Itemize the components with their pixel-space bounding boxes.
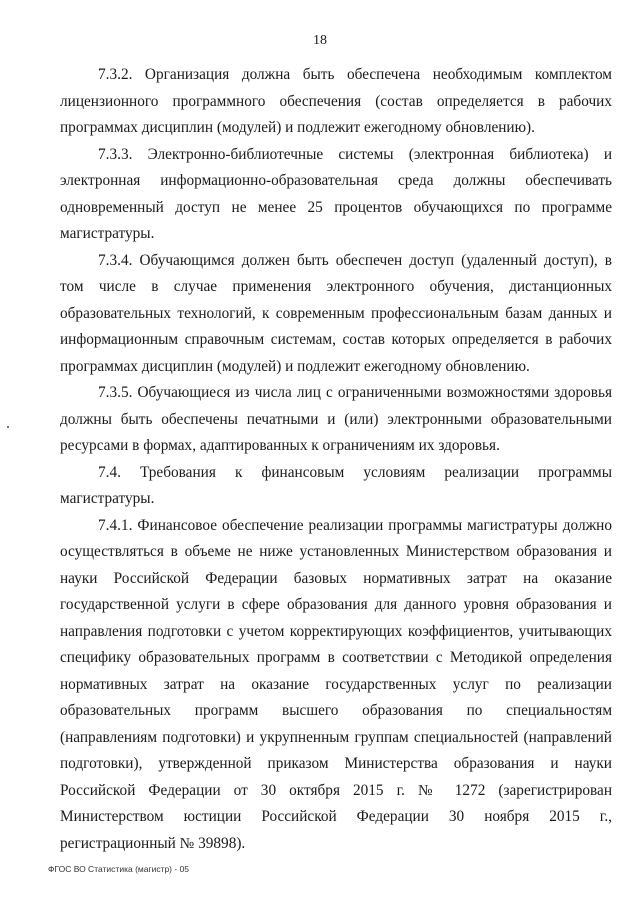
paragraph-7-4-1: 7.4.1. Финансовое обеспечение реализации программы магистратуры должно осуществляться в объеме не ниже установленных Министерством образования и науки Российской Федерации базовых нормативных затрат на оказание государственной услуги в сфере образования для данного уровня образования и направления подготовки с учетом корректирующих коэффициентов, учитывающих специфику образовательных программ в соответствии с Методикой определения нормативных затрат на оказание государственных услуг по реализации образовательных программ высшего образования по специальностям (направлениям подготовки) и укрупненным группам специальностей (направлений подготовки), утвержденной приказом Министерства образования и науки Российской Федерации от 30 октября 2015 г. № 1272 (зарегистрирован Министерством юстиции Российской Федерации 30 ноября 2015 г., регистрационный № 39898). [60, 516, 612, 852]
paragraph-7-3-3: 7.3.3. Электронно-библиотечные системы (электронная библиотека) и электронная информационно-образовательная среда должны обеспечивать одновременный доступ не менее 25 процентов обучающихся по программе магистратуры. [60, 145, 612, 242]
paragraph-7-3-5: 7.3.5. Обучающиеся из числа лиц с ограниченными возможностями здоровья должны быть обеспечены печатными и (или) электронными образовательными ресурсами в формах, адаптированных к ограничениям их здоровья. [60, 384, 612, 454]
paragraph-7-3-2: 7.3.2. Организация должна быть обеспечена необходимым комплектом лицензионного программного обеспечения (состав определяется в рабочих программах дисциплин (модулей) и подлежит ежегодному обновлению). [60, 66, 612, 136]
paragraph-7-4: 7.4. Требования к финансовым условиям реализации программы магистратуры. [60, 463, 612, 507]
scan-artifact-dot [7, 426, 9, 428]
paragraph-7-3-4: 7.3.4. Обучающимся должен быть обеспечен доступ (удаленный доступ), в том числе в случае применения электронного обучения, дистанционных образовательных технологий, к современным профессиональным базам данных и информационным справочным системам, состав которых определяется в рабочих программах дисциплин (модулей) и подлежит ежегодному обновлению. [60, 251, 612, 375]
document-body [60, 62, 612, 857]
footer-text: ФГОС ВО Статистика (магистр) - 05 [48, 864, 190, 874]
page-number: 18 [313, 33, 327, 48]
